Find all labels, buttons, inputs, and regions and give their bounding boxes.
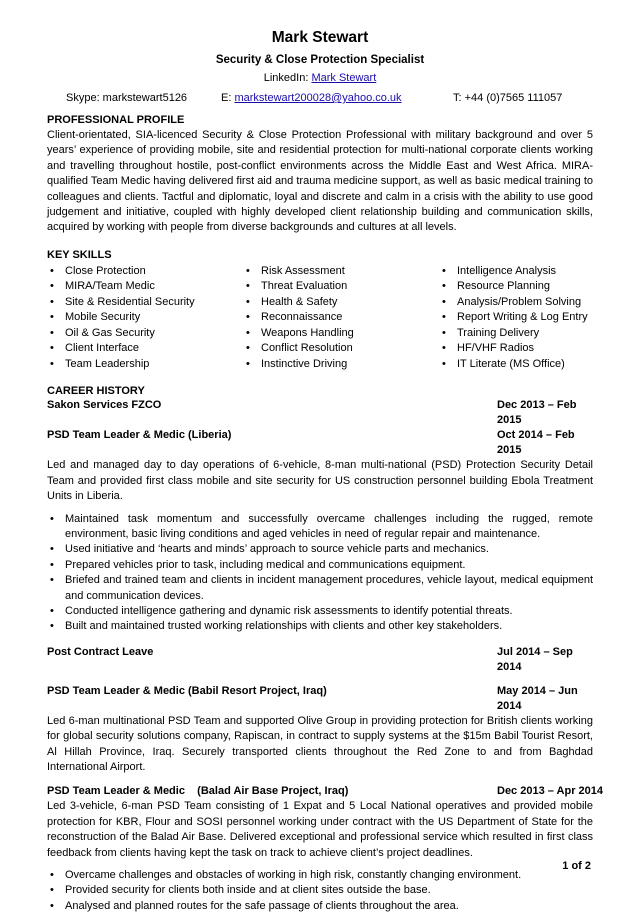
role-title: PSD Team Leader & Medic (Liberia) xyxy=(47,429,232,442)
skills-column-1 xyxy=(47,264,243,373)
career-heading: CAREER HISTORY xyxy=(47,385,145,398)
skill-item: • Instinctive Driving xyxy=(243,357,439,373)
leave-title: Post Contract Leave xyxy=(47,645,154,658)
skills-column-2 xyxy=(243,264,439,373)
linkedin-line xyxy=(47,71,593,86)
skill-item: • Weapons Handling xyxy=(243,326,439,342)
skill-item: • Oil & Gas Security xyxy=(47,326,243,342)
skill-item: • Health & Safety xyxy=(243,295,439,311)
email-line xyxy=(221,91,453,106)
leave-row xyxy=(47,645,593,675)
role-description: Led and managed day to day operations of 6-vehicle, 8-man multi-national (PSD) Protection Security Detail Team and provided first class mobile and site security for US construction personnel building Ebola Treatment Units in Liberia. xyxy=(47,459,593,503)
role-description: Led 6-man multinational PSD Team and supported Olive Group in providing protection for British clients working for global security solutions company, Rapiscan, in contract to supply systems at the $15m Babil Tourist Resort, Al Hillah Province, Iraq. Securely transported clients throughout the Red Zone to and from Baghdad International Airport. xyxy=(47,714,593,774)
role-bullet-list xyxy=(47,868,593,914)
role-row xyxy=(47,784,603,799)
email-label: E: xyxy=(221,92,235,104)
skill-item: • Analysis/Problem Solving xyxy=(439,295,588,311)
candidate-name: Mark Stewart xyxy=(271,29,369,46)
role-bullet-list xyxy=(47,512,593,635)
list-item: • Built and maintained trusted working relationships with clients and other key stakeholders. xyxy=(47,619,593,634)
role-row xyxy=(47,428,593,458)
skill-item: • Resource Planning xyxy=(439,279,588,295)
skill-item: • Client Interface xyxy=(47,341,243,357)
list-item: • Maintained task momentum and successfully overcame challenges including the rugged, remote environment, basic living conditions and aged vehicles in need of regular repair and maintenance. xyxy=(47,512,593,543)
skill-item: • IT Literate (MS Office) xyxy=(439,357,588,373)
skill-item: • Site & Residential Security xyxy=(47,295,243,311)
skype-text: Skype: markstewart5126 xyxy=(66,92,188,104)
email-link[interactable]: markstewart200028@yahoo.co.uk xyxy=(234,92,402,104)
role-description: Led 3-vehicle, 6-man PSD Team consisting of 1 Expat and 5 Local National operatives and provided mobile protection for KBR, Flour and SOSI personnel working under contract with the US Department of State for the reconstruction of the Balad Air Base. Delivered exceptional and professional service which resulted in first class feedback from clients having kept the task on track to achieve client’s project deadlines. xyxy=(47,800,593,859)
skills-column-3 xyxy=(439,264,588,373)
skill-item: • Report Writing & Log Entry xyxy=(439,310,588,326)
skills-heading: KEY SKILLS xyxy=(47,248,112,261)
skill-item: • Conflict Resolution xyxy=(243,341,439,357)
skill-item: • Risk Assessment xyxy=(243,264,439,280)
skill-item: • Intelligence Analysis xyxy=(439,264,588,280)
list-item: • Provided security for clients both inside and at client sites outside the base. xyxy=(47,883,593,898)
leave-dates: Jul 2014 – Sep 2014 xyxy=(497,645,573,673)
role-dates: Dec 2013 – Apr 2014 xyxy=(497,785,603,798)
list-item: • Analysed and planned routes for the safe passage of clients throughout the area. xyxy=(47,899,593,914)
linkedin-label: LinkedIn: xyxy=(263,72,312,84)
candidate-title: Security & Close Protection Specialist xyxy=(215,54,425,66)
list-item: • Conducted intelligence gathering and dynamic risk assessments to identify potential threats. xyxy=(47,604,593,619)
phone-text: T: +44 (0)7565 111057 xyxy=(453,92,563,104)
list-item: • Briefed and trained team and clients in incident management procedures, vehicle layout, medical equipment and communication devices. xyxy=(47,573,593,604)
skill-item: • Close Protection xyxy=(47,264,243,280)
skill-item: • Mobile Security xyxy=(47,310,243,326)
skill-item: • MIRA/Team Medic xyxy=(47,279,243,295)
list-item: • Overcame challenges and obstacles of working in high risk, constantly changing environment. xyxy=(47,868,593,883)
skill-item: • Reconnaissance xyxy=(243,310,439,326)
list-item: • Prepared vehicles prior to task, including medical and communications equipment. xyxy=(47,558,593,573)
skill-item: • HF/VHF Radios xyxy=(439,341,588,357)
resume-page xyxy=(47,28,603,914)
role-row xyxy=(47,684,593,714)
role-title: PSD Team Leader & Medic (Balad Air Base Project, Iraq) xyxy=(47,785,349,798)
skill-item: • Team Leadership xyxy=(47,357,243,373)
linkedin-link[interactable]: Mark Stewart xyxy=(311,72,377,84)
skill-item: • Training Delivery xyxy=(439,326,588,342)
profile-text: Client-orientated, SIA-licenced Security & Close Protection Professional with military background and over 5 years’ experience of providing mobile, site and residential protection for multi-national corporate clients working and travelling throughout hostile, post-conflict environments across the Middle East and West Africa. MIRA-qualified Team Medic having delivered first aid and trauma medicine support, as well as basic medical training to colleagues and clients. Tactful and diplomatic, loyal and discrete and calm in a crisis with the ability to use good judgement and initiative, coupled with highly developed client relationship building and communication skills, acquired by working with people from diverse backgrounds and cultures at all levels. xyxy=(47,129,593,234)
company-dates: Dec 2013 – Feb 2015 xyxy=(497,399,577,427)
company-name: Sakon Services FZCO xyxy=(47,399,162,412)
page-number: 1 of 2 xyxy=(562,860,591,872)
role-dates: Oct 2014 – Feb 2015 xyxy=(497,429,575,457)
contact-line xyxy=(47,91,593,106)
role-title: PSD Team Leader & Medic (Babil Resort Project, Iraq) xyxy=(47,684,327,697)
list-item: • Used initiative and ‘hearts and minds’ approach to source vehicle parts and mechanics. xyxy=(47,542,593,557)
skill-item: • Threat Evaluation xyxy=(243,279,439,295)
skills-grid xyxy=(47,264,593,373)
company-row xyxy=(47,398,593,428)
role-dates: May 2014 – Jun 2014 xyxy=(497,684,578,712)
profile-heading: PROFESSIONAL PROFILE xyxy=(47,114,185,126)
